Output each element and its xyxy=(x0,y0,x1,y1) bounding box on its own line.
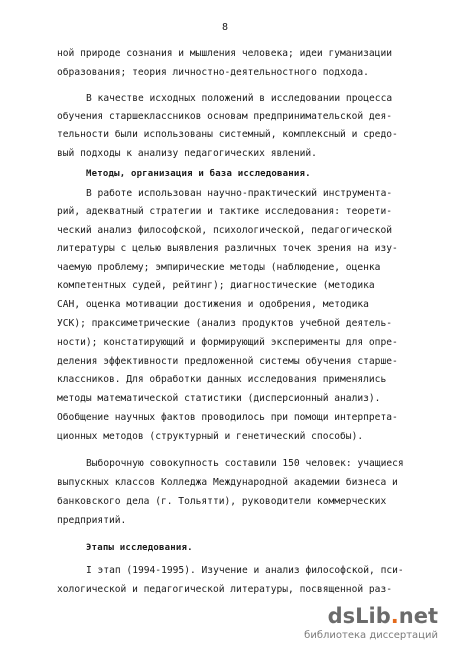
text-line: В работе использован научно-практический инструмента- xyxy=(86,188,393,199)
text-line: чаемую проблему; эмпирические методы (наблюдение, оценка xyxy=(57,262,381,273)
text-line: классников. Для обработки данных исследования применялись xyxy=(57,374,387,385)
text-line: В качестве исходных положений в исследовании процесса xyxy=(86,93,393,104)
dslib-watermark xyxy=(304,604,438,644)
text-line: компетентных судей, рейтинг); диагностические (методика xyxy=(57,280,375,291)
dslib-logo: dsLib.net xyxy=(327,604,438,628)
text-line: выпускных классов Колледжа Международной академии бизнеса и xyxy=(57,477,398,488)
text-line: методы математической статистики (дисперсионный анализ). xyxy=(57,393,381,404)
section-heading-methods: Методы, организация и база исследования. xyxy=(86,169,311,179)
text-line: ческий анализ философской, психологической, педагогической xyxy=(57,225,393,236)
text-line: хологической и педагогической литературы, посвященной раз- xyxy=(57,584,393,595)
text-line: ности); констатирующий и формирующий эксперименты для опре- xyxy=(57,337,398,348)
text-line: I этап (1994-1995). Изучение и анализ философской, пси- xyxy=(86,565,404,576)
text-line: банковского дела (г. Тольятти), руководители коммерческих xyxy=(57,496,387,507)
text-line: образования; теория личностно-деятельностного подхода. xyxy=(57,67,369,78)
text-line: рий, адекватный стратегии и тактике исследования: теорети- xyxy=(57,206,393,217)
text-line: тельности были использованы системный, комплексный и средо- xyxy=(57,129,398,140)
text-line: Обобщение научных фактов проводилось при помощи интерпрета- xyxy=(57,412,398,423)
text-line: ной природе сознания и мышления человека; идеи гуманизации xyxy=(57,48,393,59)
text-line: САН, оценка мотивации достижения и одобрения, методика xyxy=(57,299,369,310)
section-heading-stages: Этапы исследования. xyxy=(86,543,193,553)
text-line: обучения старшеклассников основам предпринимательской дея- xyxy=(57,111,393,122)
text-line: деления эффективности предложенной системы обучения старше- xyxy=(57,356,398,367)
dslib-subtitle: библиотека диссертаций xyxy=(304,630,438,641)
text-line: вый подходы к анализу педагогических явлений. xyxy=(57,148,317,159)
text-line: литературы с целью выявления различных точек зрения на изу- xyxy=(57,243,398,254)
page-number: 8 xyxy=(221,22,229,33)
text-line: Выборочную совокупность составили 150 человек: учащиеся xyxy=(86,458,404,469)
text-line: предприятий. xyxy=(57,515,127,526)
text-line: ционных методов (структурный и генетический способы). xyxy=(57,431,364,442)
text-line: УСК); праксиметрические (анализ продуктов учебной деятель- xyxy=(57,318,393,329)
